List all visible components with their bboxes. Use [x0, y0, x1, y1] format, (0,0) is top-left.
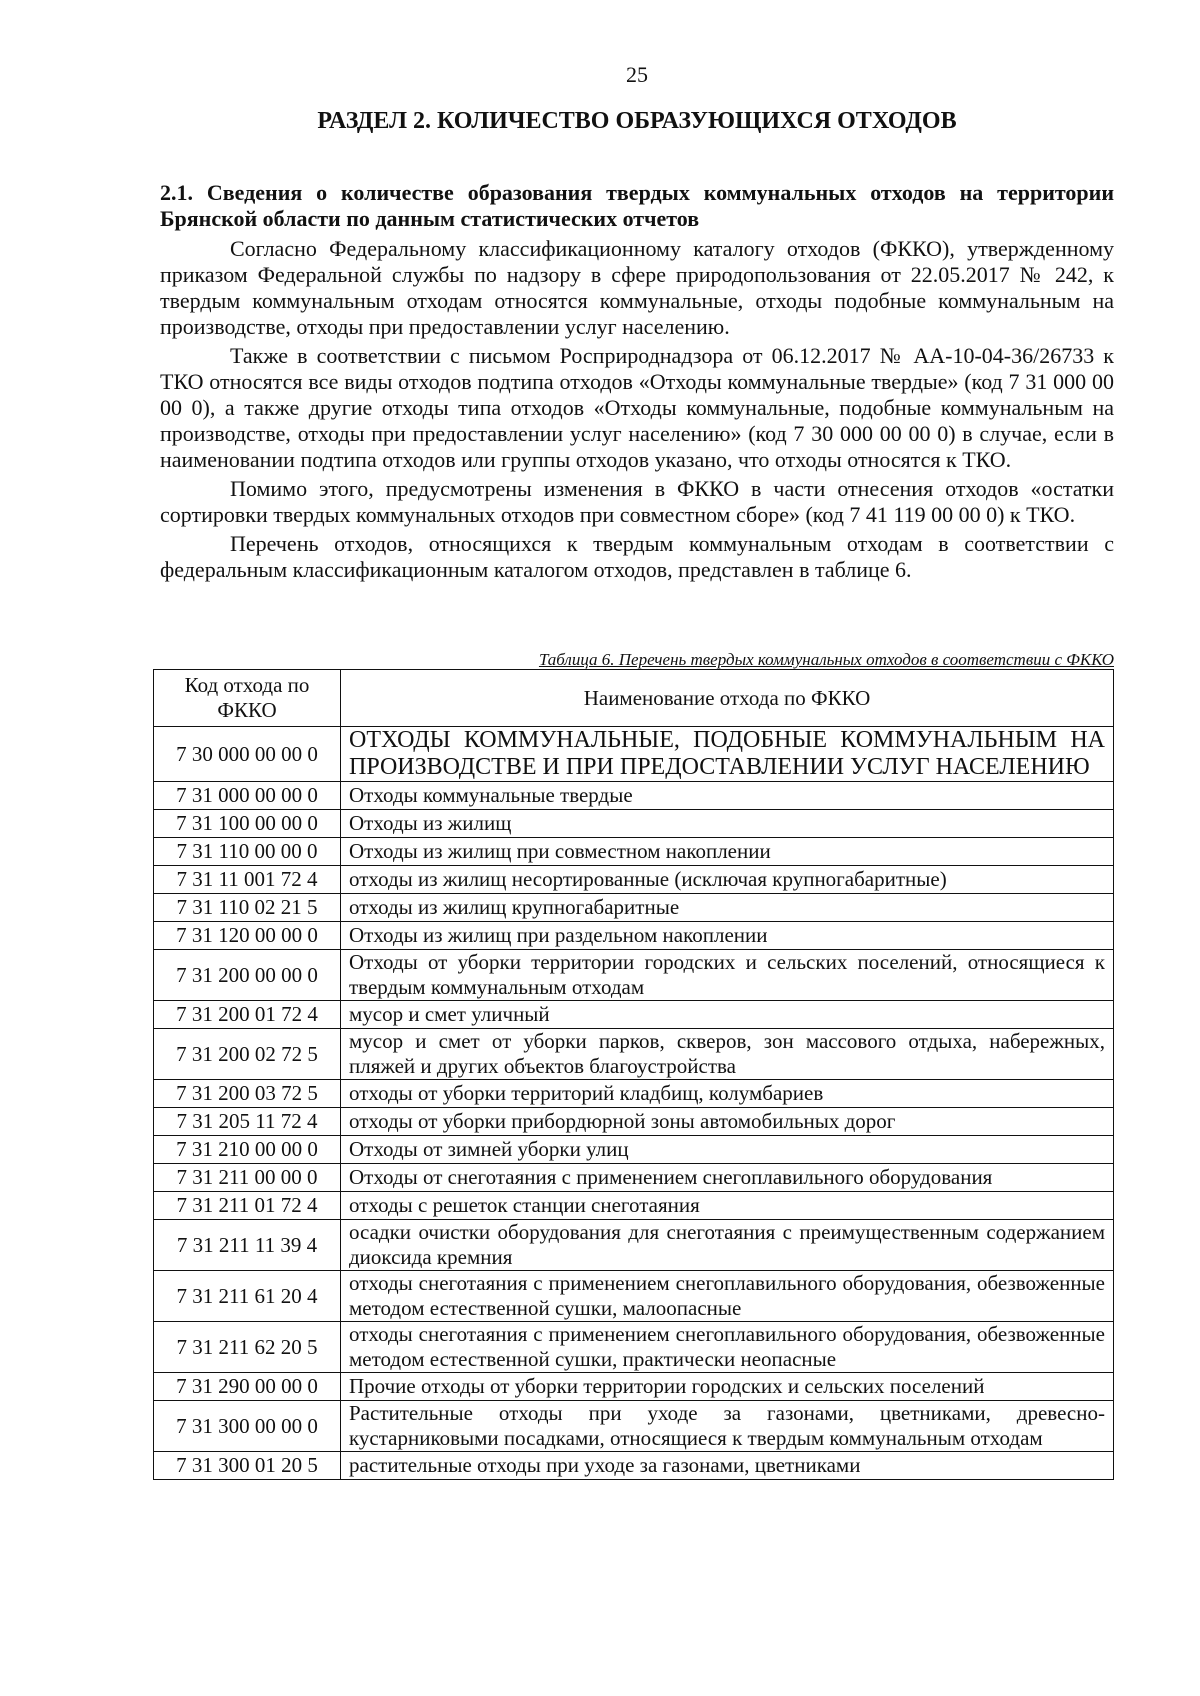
waste-code-cell: 7 31 211 01 72 4: [154, 1192, 341, 1220]
table-row: [154, 1271, 1114, 1322]
waste-code-cell: 7 31 300 01 20 5: [154, 1452, 341, 1480]
waste-code-cell: 7 31 211 62 20 5: [154, 1322, 341, 1373]
waste-name-cell: мусор и смет от уборки парков, скверов, зон массового отдыха, набережных, пляжей и других объектов благоустройства: [341, 1029, 1114, 1080]
table-row: [154, 1080, 1114, 1108]
waste-name-cell: Отходы коммунальные твердые: [341, 782, 1114, 810]
table-row: [154, 1401, 1114, 1452]
waste-name-cell: ОТХОДЫ КОММУНАЛЬНЫЕ, ПОДОБНЫЕ КОММУНАЛЬНЫМ НА ПРОИЗВОДСТВЕ И ПРИ ПРЕДОСТАВЛЕНИИ УСЛУГ НАСЕЛЕНИЮ: [341, 727, 1114, 782]
table-row: [154, 1164, 1114, 1192]
waste-code-cell: 7 31 300 00 00 0: [154, 1401, 341, 1452]
table-row: [154, 1136, 1114, 1164]
waste-code-cell: 7 31 120 00 00 0: [154, 922, 341, 950]
waste-code-cell: 7 31 100 00 00 0: [154, 810, 341, 838]
header-name: Наименование отхода по ФККО: [341, 670, 1114, 727]
waste-code-cell: 7 31 290 00 00 0: [154, 1373, 341, 1401]
waste-name-cell: отходы снеготаяния с применением снегоплавильного оборудования, обезвоженные методом естественной сушки, малоопасные: [341, 1271, 1114, 1322]
table-row: [154, 838, 1114, 866]
waste-name-cell: Отходы из жилищ при раздельном накоплении: [341, 922, 1114, 950]
table-row: [154, 1192, 1114, 1220]
waste-code-cell: 7 30 000 00 00 0: [154, 727, 341, 782]
table-row: [154, 810, 1114, 838]
waste-name-cell: отходы от уборки прибордюрной зоны автомобильных дорог: [341, 1108, 1114, 1136]
waste-name-cell: Отходы из жилищ: [341, 810, 1114, 838]
waste-codes-table: [153, 669, 1114, 1480]
table-row: [154, 782, 1114, 810]
table-row: [154, 1001, 1114, 1029]
table-header-row: [154, 670, 1114, 727]
waste-code-cell: 7 31 210 00 00 0: [154, 1136, 341, 1164]
waste-code-cell: 7 31 211 61 20 4: [154, 1271, 341, 1322]
table-row: [154, 1029, 1114, 1080]
waste-name-cell: растительные отходы при уходе за газонами, цветниками: [341, 1452, 1114, 1480]
table-row: [154, 1373, 1114, 1401]
waste-name-cell: отходы из жилищ несортированные (исключая крупногабаритные): [341, 866, 1114, 894]
table-row: [154, 866, 1114, 894]
table-row: [154, 1452, 1114, 1480]
waste-code-cell: 7 31 200 00 00 0: [154, 950, 341, 1001]
waste-name-cell: Отходы от снеготаяния с применением снегоплавильного оборудования: [341, 1164, 1114, 1192]
waste-code-cell: 7 31 110 00 00 0: [154, 838, 341, 866]
waste-name-cell: Отходы от уборки территории городских и сельских поселений, относящиеся к твердым коммунальным отходам: [341, 950, 1114, 1001]
table-row: [154, 950, 1114, 1001]
paragraph: Помимо этого, предусмотрены изменения в ФККО в части отнесения отходов «остатки сортировки твердых коммунальных отходов при совместном сборе» (код 7 41 119 00 00 0) к ТКО.: [160, 476, 1114, 527]
waste-name-cell: Прочие отходы от уборки территории городских и сельских поселений: [341, 1373, 1114, 1401]
waste-name-cell: мусор и смет уличный: [341, 1001, 1114, 1029]
table-row: [154, 727, 1114, 782]
table-body: [154, 727, 1114, 1480]
waste-code-cell: 7 31 11 001 72 4: [154, 866, 341, 894]
waste-code-cell: 7 31 211 00 00 0: [154, 1164, 341, 1192]
waste-code-cell: 7 31 205 11 72 4: [154, 1108, 341, 1136]
waste-code-cell: 7 31 211 11 39 4: [154, 1220, 341, 1271]
waste-code-cell: 7 31 200 01 72 4: [154, 1001, 341, 1029]
waste-name-cell: Растительные отходы при уходе за газонами, цветниками, древесно-кустарниковыми посадками, относящиеся к твердым коммунальным отходам: [341, 1401, 1114, 1452]
body-text: [160, 236, 1114, 586]
waste-name-cell: отходы от уборки территорий кладбищ, колумбариев: [341, 1080, 1114, 1108]
waste-name-cell: Отходы из жилищ при совместном накоплении: [341, 838, 1114, 866]
header-code: Код отхода по ФККО: [154, 670, 341, 727]
waste-code-cell: 7 31 110 02 21 5: [154, 894, 341, 922]
table-row: [154, 1108, 1114, 1136]
waste-name-cell: отходы снеготаяния с применением снегоплавильного оборудования, обезвоженные методом естественной сушки, практически неопасные: [341, 1322, 1114, 1373]
waste-name-cell: отходы из жилищ крупногабаритные: [341, 894, 1114, 922]
waste-name-cell: отходы с решеток станции снеготаяния: [341, 1192, 1114, 1220]
table-row: [154, 1322, 1114, 1373]
table-row: [154, 1220, 1114, 1271]
waste-code-cell: 7 31 200 02 72 5: [154, 1029, 341, 1080]
table-caption: Таблица 6. Перечень твердых коммунальных отходов в соответствии с ФККО: [538, 650, 1114, 669]
table-row: [154, 894, 1114, 922]
subsection-heading: 2.1. Сведения о количестве образования твердых коммунальных отходов на территории Брянской области по данным статистических отчетов: [160, 180, 1114, 231]
table-row: [154, 922, 1114, 950]
section-title: РАЗДЕЛ 2. КОЛИЧЕСТВО ОБРАЗУЮЩИХСЯ ОТХОДОВ: [317, 108, 957, 134]
waste-name-cell: Отходы от зимней уборки улиц: [341, 1136, 1114, 1164]
paragraph: Согласно Федеральному классификационному каталогу отходов (ФККО), утвержденному приказом Федеральной службы по надзору в сфере природопользования от 22.05.2017 № 242, к твердым коммунальным отходам относятся коммунальные, отходы подобные коммунальным на производстве, отходы при предоставлении услуг населению.: [160, 236, 1114, 339]
paragraph: Также в соответствии с письмом Росприроднадзора от 06.12.2017 № АА-10-04-36/26733 к ТКО относятся все виды отходов подтипа отходов «Отходы коммунальные твердые» (код 7 31 000 00 00 0), а также другие отходы типа отходов «Отходы коммунальные, подобные коммунальным на производстве, отходы при предоставлении услуг населению» (код 7 30 000 00 00 0) в случае, если в наименовании подтипа отходов или группы отходов указано, что отходы относятся к ТКО.: [160, 343, 1114, 472]
page-number: 25: [626, 62, 648, 87]
waste-code-cell: 7 31 200 03 72 5: [154, 1080, 341, 1108]
waste-name-cell: осадки очистки оборудования для снеготаяния с преимущественным содержанием диоксида кремния: [341, 1220, 1114, 1271]
waste-code-cell: 7 31 000 00 00 0: [154, 782, 341, 810]
paragraph: Перечень отходов, относящихся к твердым коммунальным отходам в соответствии с федеральным классификационным каталогом отходов, представлен в таблице 6.: [160, 531, 1114, 582]
